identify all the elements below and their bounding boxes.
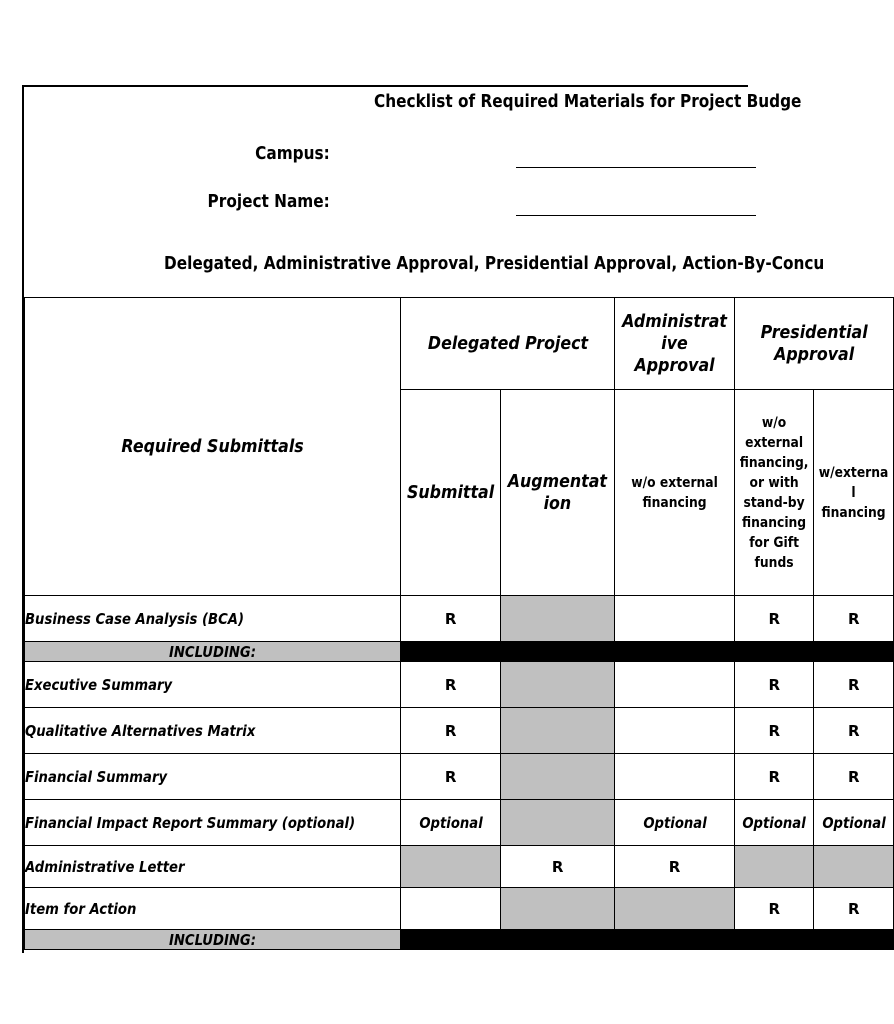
cell-augmentation [501, 662, 615, 708]
cell-pres2: Optional [814, 800, 894, 846]
approval-types-line: Delegated, Administrative Approval, Presidential Approval, Action-By-Concu [164, 253, 825, 274]
project-name-label: Project Name: [207, 191, 330, 212]
cell-augmentation [501, 596, 615, 642]
cell-pres2: R [814, 754, 894, 800]
including-label: INCLUDING: [25, 930, 401, 950]
cell-pres2: R [814, 596, 894, 642]
delegated-project-header: Delegated Project [401, 298, 615, 390]
cell-pres1: R [735, 888, 814, 930]
project-name-field[interactable] [516, 215, 756, 216]
including-label: INCLUDING: [25, 642, 401, 662]
cell-pres1: R [735, 596, 814, 642]
cell-admin [615, 754, 735, 800]
table-row [25, 596, 894, 642]
cell-pres2: R [814, 662, 894, 708]
cell-pres2: R [814, 708, 894, 754]
cell-pres1: Optional [735, 800, 814, 846]
cell-pres2 [814, 846, 894, 888]
row-label: Qualitative Alternatives Matrix [25, 708, 401, 754]
row-label: Item for Action [25, 888, 401, 930]
cell-pres1: R [735, 708, 814, 754]
black-divider [401, 642, 894, 662]
required-submittals-header: Required Submittals [25, 298, 401, 596]
cell-pres2: R [814, 888, 894, 930]
including-row [25, 930, 894, 950]
pres-w-external-header: w/externa l financing [814, 390, 894, 596]
row-label: Financial Summary [25, 754, 401, 800]
cell-augmentation [501, 888, 615, 930]
cell-augmentation [501, 708, 615, 754]
row-label: Executive Summary [25, 662, 401, 708]
submittal-header: Submittal [401, 390, 501, 596]
row-label: Business Case Analysis (BCA) [25, 596, 401, 642]
pres-wo-external-header: w/o external financing, or with stand-by financing for Gift funds [735, 390, 814, 596]
administrative-approval-header: Administrat ive Approval [615, 298, 735, 390]
cell-pres1 [735, 846, 814, 888]
cell-submittal [401, 888, 501, 930]
table-row [25, 662, 894, 708]
sheet-title: Checklist of Required Materials for Project Budge [374, 91, 802, 112]
cell-admin: Optional [615, 800, 735, 846]
cell-augmentation [501, 754, 615, 800]
cell-augmentation [501, 800, 615, 846]
black-divider [401, 930, 894, 950]
cell-submittal: R [401, 662, 501, 708]
cell-submittal [401, 846, 501, 888]
cell-pres1: R [735, 754, 814, 800]
submittals-table [24, 297, 894, 950]
cell-admin [615, 596, 735, 642]
cell-submittal: Optional [401, 800, 501, 846]
admin-wo-external-header: w/o external financing [615, 390, 735, 596]
augmentation-header: Augmentat ion [501, 390, 615, 596]
cell-admin [615, 662, 735, 708]
campus-field[interactable] [516, 167, 756, 168]
cell-admin [615, 708, 735, 754]
row-label: Financial Impact Report Summary (optional) [25, 800, 401, 846]
cell-admin [615, 888, 735, 930]
table-row [25, 846, 894, 888]
group-header-row [25, 298, 894, 390]
campus-label: Campus: [255, 143, 330, 164]
cell-pres1: R [735, 662, 814, 708]
presidential-approval-header: Presidential Approval [735, 298, 894, 390]
cell-submittal: R [401, 754, 501, 800]
table-row [25, 888, 894, 930]
checklist-sheet [22, 85, 889, 953]
row-label: Administrative Letter [25, 846, 401, 888]
sheet-header [24, 87, 825, 298]
cell-submittal: R [401, 708, 501, 754]
table-row [25, 708, 894, 754]
table-row [25, 754, 894, 800]
table-row [25, 800, 894, 846]
cell-admin: R [615, 846, 735, 888]
including-row [25, 642, 894, 662]
cell-submittal: R [401, 596, 501, 642]
cell-augmentation: R [501, 846, 615, 888]
